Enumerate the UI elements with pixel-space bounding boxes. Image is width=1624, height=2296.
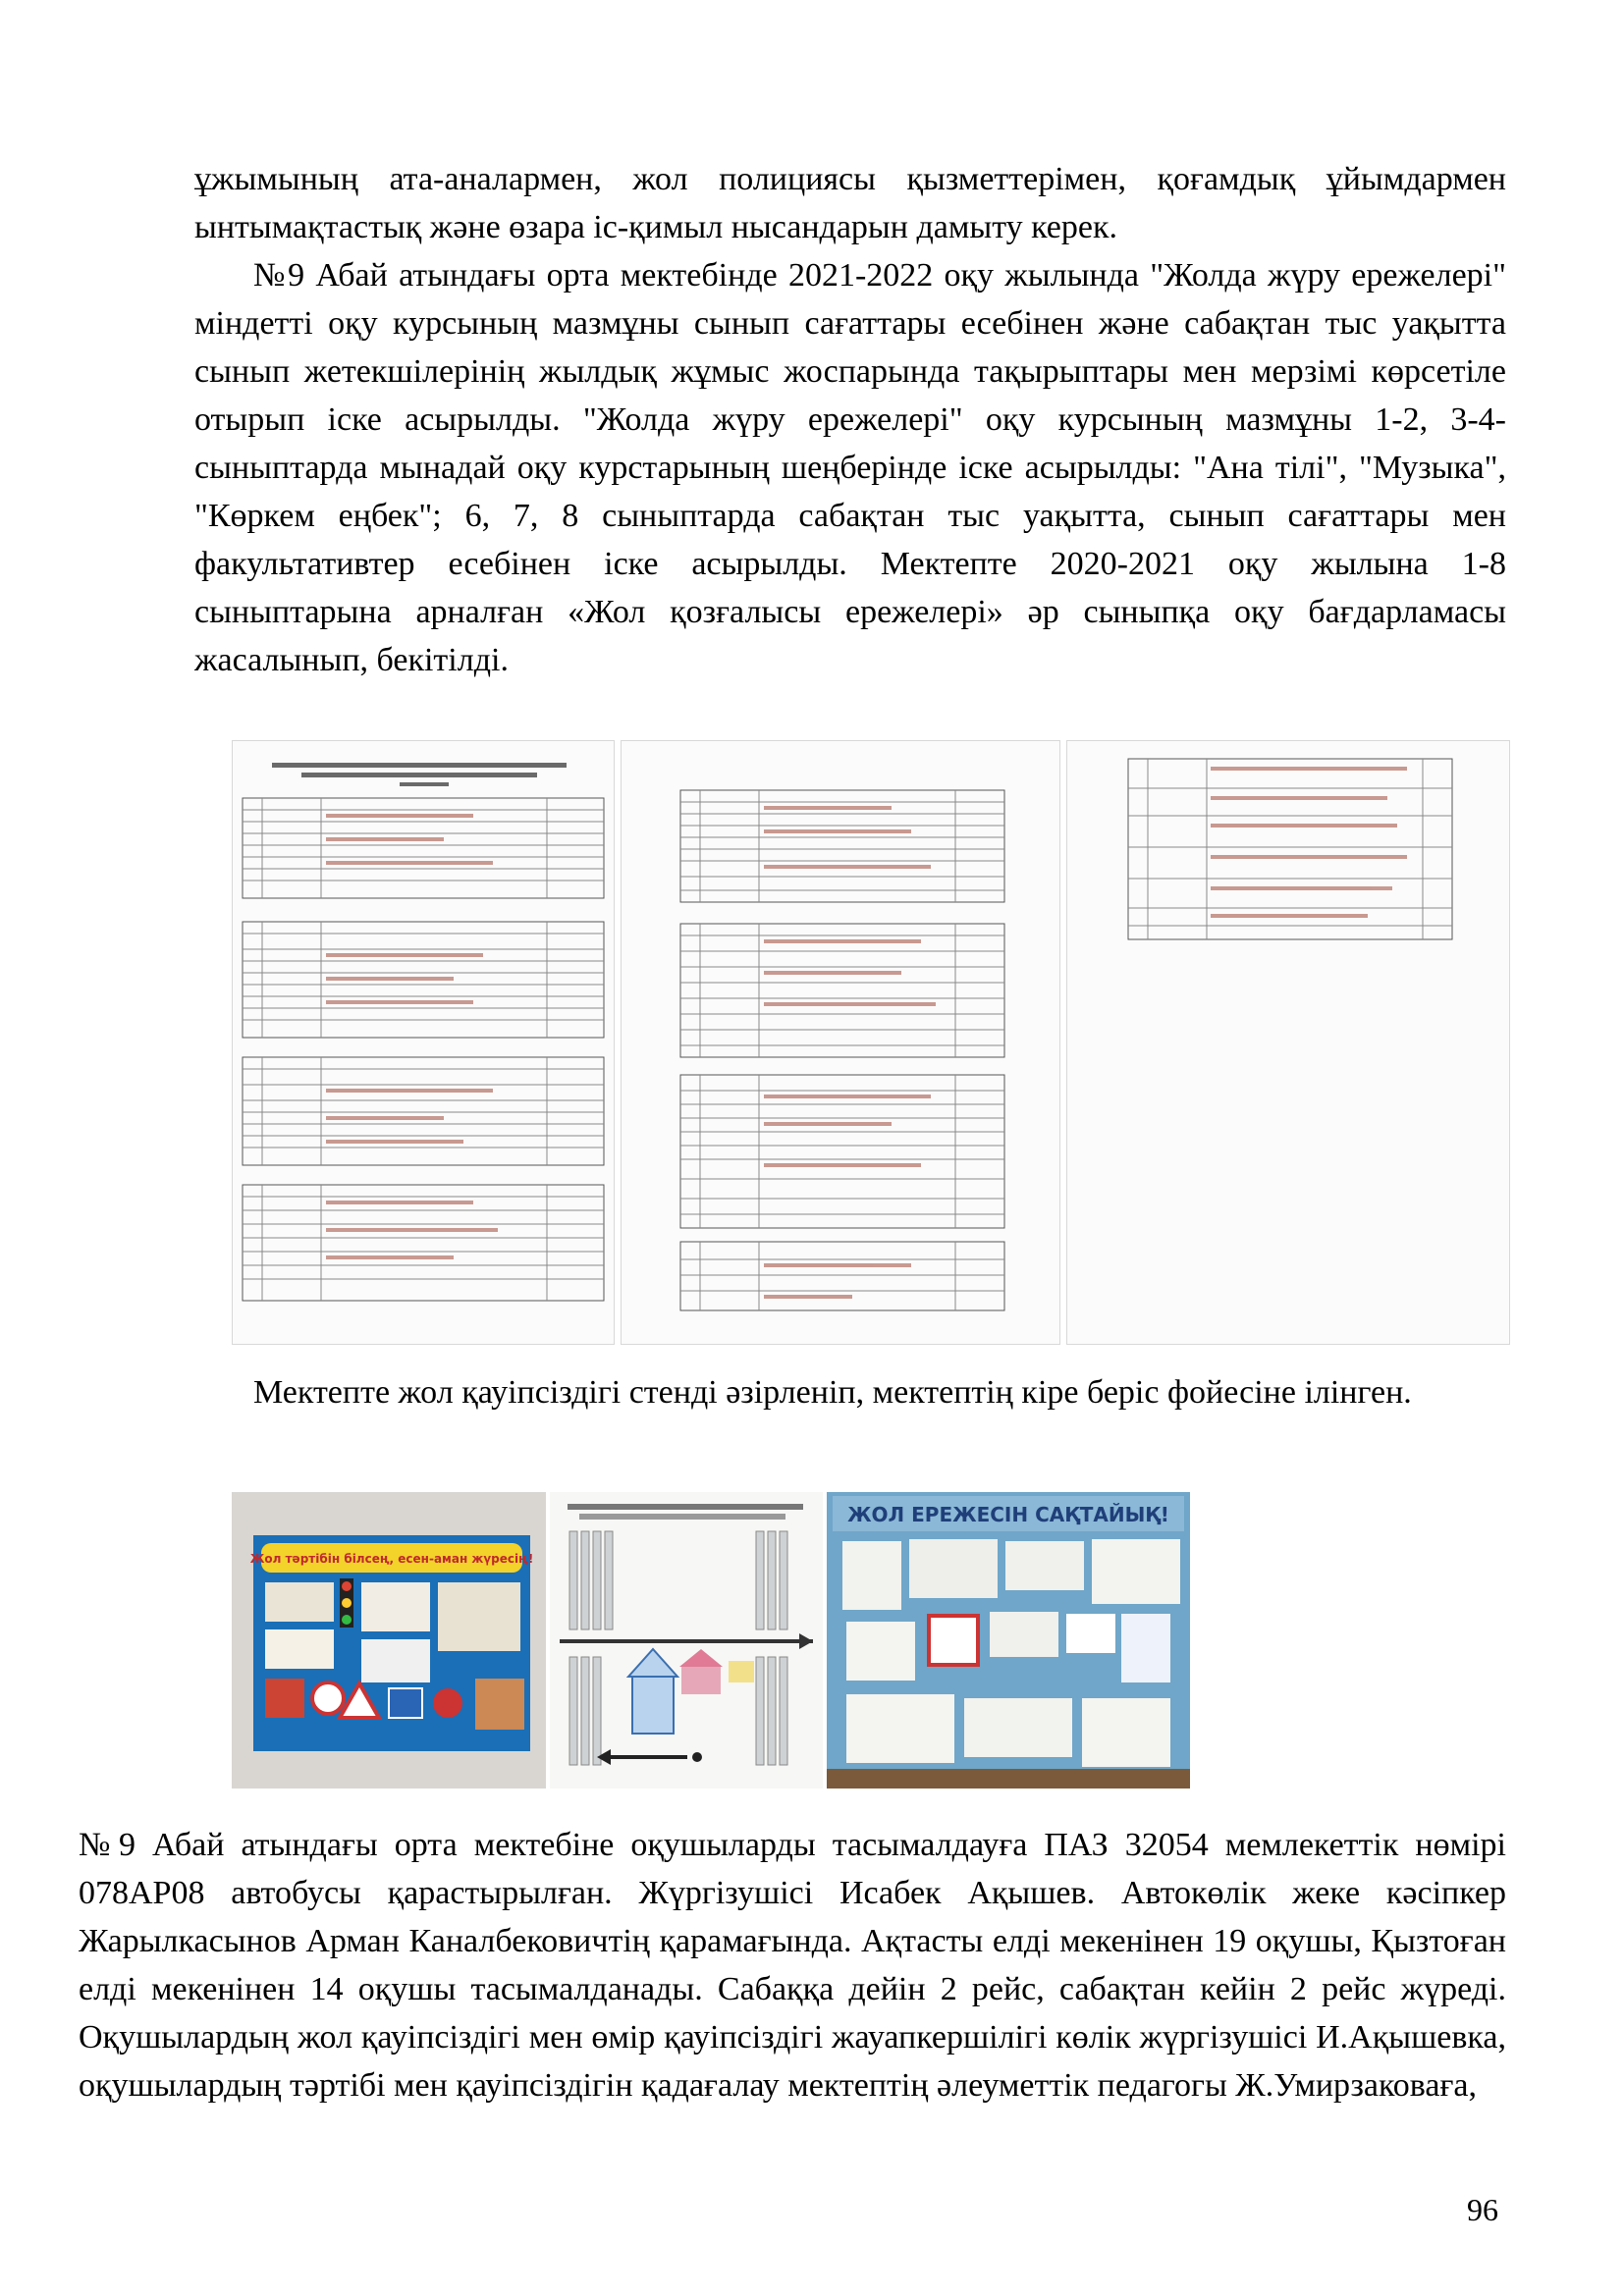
paragraph-3-text: Мектепте жол қауіпсіздігі стенді әзірленіп, мектептің кіре беріс фойесіне ілінген. [253,1374,1412,1411]
curriculum-scan-figure [232,740,1510,1345]
scan-page-3-graphic [1067,741,1509,1344]
stand-photo-1-graphic [232,1492,546,1789]
paragraph-1 [194,155,1506,251]
scan-page-1-graphic [233,741,614,1344]
curriculum-scan-page-3 [1066,740,1510,1345]
paragraph-4 [79,1821,1506,2109]
curriculum-scan-page-1 [232,740,615,1345]
stand-photo-3-graphic [827,1492,1190,1789]
stand-photo-3 [827,1492,1190,1789]
paragraph-2 [194,251,1506,684]
curriculum-scan-page-2 [621,740,1060,1345]
paragraph-1-text: ұжымының ата-аналармен, жол полициясы қызметтерімен, қоғамдық ұйымдармен ынтымақтастық және өзара іс-қимыл нысандарын дамыту керек. [194,161,1506,245]
stand-photo-3-banner: ЖОЛ ЕРЕЖЕСІН САҚТАЙЫҚ! [847,1503,1169,1526]
stand-photo-2-graphic [550,1492,823,1789]
paragraph-2-text: №9 Абай атындағы орта мектебінде 2021-2022 оқу жылында "Жолда жүру ережелері" міндетті оқу курсының мазмұны сынып сағаттары есебінен және сабақтан тыс уақытта сынып жетекшілерінің жылдық жұмыс жоспарында тақырыптары мен мерзімі көрсетіле отырып іске асырылды. "Жолда жүру ережелері" оқу курсының мазмұны 1-2, 3-4-сыныптарда мынадай оқу курстарының шеңберінде іске асырылды: "Ана тілі", "Музыка", "Көркем еңбек"; 6, 7, 8 сыныптарда сабақтан тыс уақытта, сынып сағаттары мен факультативтер есебінен іске асырылды. Мектепте 2020-2021 оқу жылына 1-8 сыныптарына арналған «Жол қозғалысы ережелері» әр сыныпқа оқу бағдарламасы жасалынып, бекітілді. [194,257,1506,678]
stand-photo-1 [232,1492,546,1789]
stand-photo-2 [550,1492,823,1789]
stand-photo-1-banner: Жол тәртібін білсең, есен-аман жүресің! [249,1552,534,1566]
paragraph-3 [194,1368,1506,1416]
page-number: 96 [1467,2192,1498,2227]
paragraph-4-text: №9 Абай атындағы орта мектебіне оқушыларды тасымалдауға ПАЗ 32054 мемлекеттік нөмірі 078АР08 автобусы қарастырылған. Жүргізушісі Исабек Ақышев. Автокөлік жеке кәсіпкер Жарылкасынов Арман Каналбековичтің қарамағында. Ақтасты елді мекенінен 19 оқушы, Қызтоған елді мекенінен 14 оқушы тасымалданады. Сабаққа дейін 2 рейс, сабақтан кейін 2 рейс жүреді. Оқушылардың жол қауіпсіздігі мен өмір қауіпсіздігі жауапкершілігі көлік жүргізушісі И.Ақышевка, оқушылардың тәртібі мен қауіпсіздігін қадағалау мектептің әлеуметтік педагогы Ж.Умирзаковаға, [79,1827,1506,2104]
scan-page-2-graphic [622,741,1059,1344]
